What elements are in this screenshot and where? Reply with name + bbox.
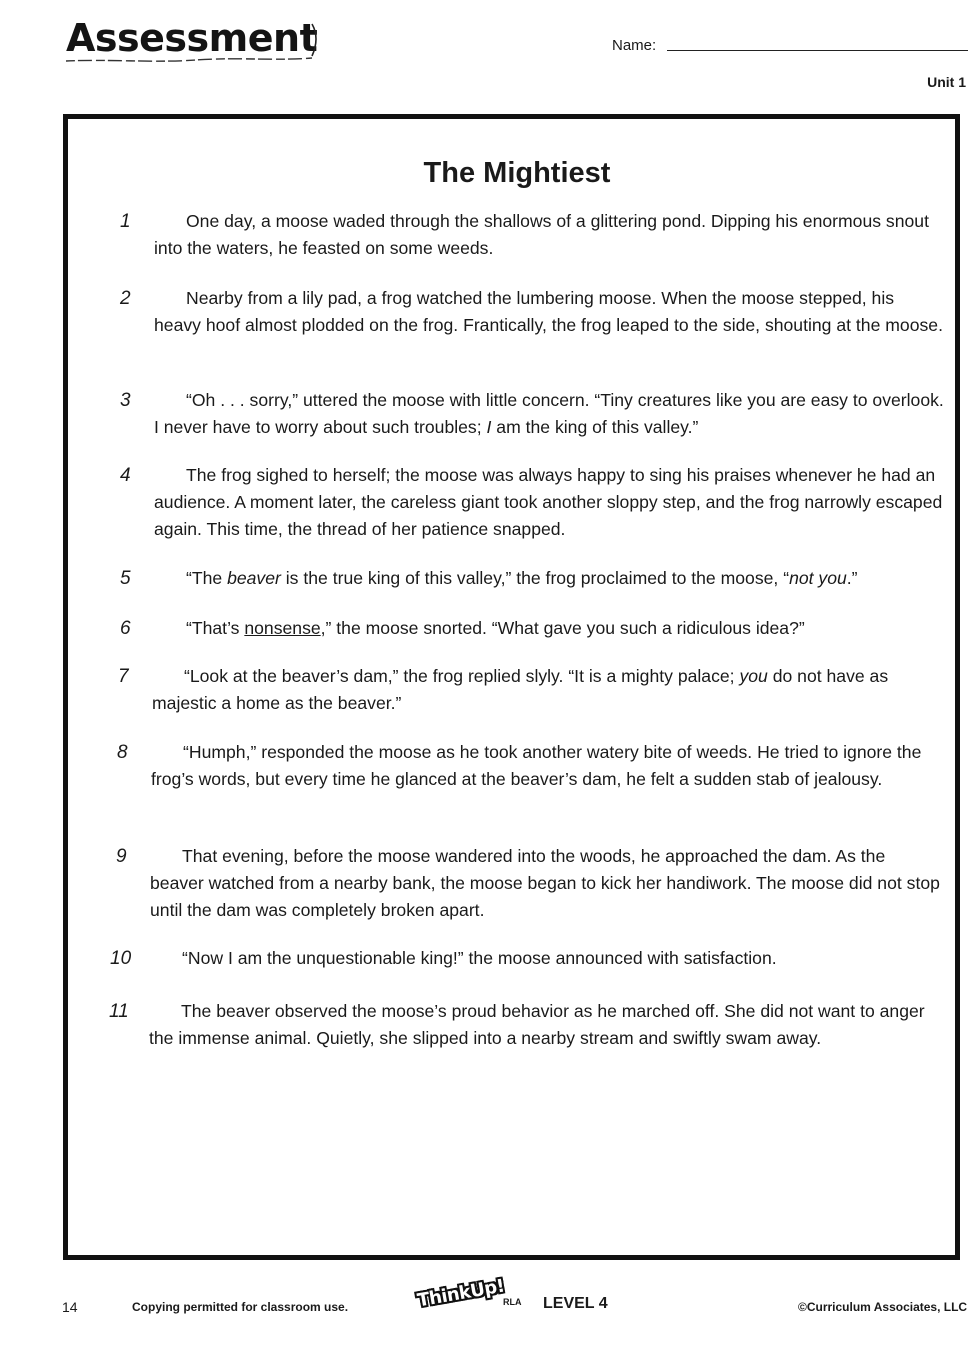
paragraph-text <box>154 285 944 339</box>
paragraph-text <box>154 387 944 441</box>
copyright-notice: ©Curriculum Associates, LLC <box>798 1300 968 1314</box>
thinkup-logo <box>415 1275 522 1318</box>
paragraph-number: 1 <box>120 211 131 232</box>
paragraph-number: 8 <box>117 742 128 763</box>
text-run: “The <box>186 568 228 588</box>
story-title: The Mightiest <box>423 157 611 189</box>
assessment-underline-decoration <box>66 14 320 66</box>
paragraph-number: 3 <box>120 390 131 411</box>
vocabulary-word: nonsense <box>244 618 321 638</box>
paragraph-number: 9 <box>116 846 127 867</box>
paragraph-text <box>150 843 940 924</box>
paragraph-number: 6 <box>120 618 131 639</box>
text-run: not you <box>789 568 847 588</box>
text-run: “Oh . . . sorry,” uttered the moose with little concern. “Tiny creatures like you are easy to overlook. I never have to worry about such troubles; <box>154 390 944 437</box>
text-run: beaver <box>227 568 281 588</box>
logo-subtitle: RLA <box>503 1297 522 1307</box>
text-run: am the king of this valley.” <box>491 417 699 437</box>
paragraph-text <box>154 208 944 262</box>
text-run: One day, a moose waded through the shallows of a glittering pond. Dipping his enormous snout into the waters, he feasted on some weeds. <box>154 211 929 258</box>
name-write-line[interactable] <box>667 50 968 51</box>
text-run: do not have as majestic a home as the beaver.” <box>152 666 889 713</box>
paragraph-text <box>152 663 942 717</box>
text-run: “Now I am the unquestionable king!” the moose announced with satisfaction. <box>182 948 777 968</box>
paragraph-number: 7 <box>118 666 129 687</box>
name-label: Name: <box>612 37 657 54</box>
paragraph-text <box>149 998 939 1052</box>
paragraph-text <box>150 945 940 972</box>
paragraph-number: 4 <box>120 465 131 486</box>
paragraph-text <box>154 615 944 642</box>
unit-label: Unit 1 <box>927 74 966 90</box>
text-run: .” <box>846 568 858 588</box>
assessment-title: Assessment <box>66 16 318 60</box>
copy-permission-note: Copying permitted for classroom use. <box>132 1300 349 1314</box>
logo-wordmark: ThinkUp! <box>415 1275 506 1312</box>
level-label: LEVEL 4 <box>543 1295 608 1312</box>
text-run: That evening, before the moose wandered into the woods, he approached the dam. As the beaver watched from a nearby bank, the moose began to kick her handiwork. The moose did not stop until the dam was completely broken apart. <box>150 846 940 920</box>
paragraph-text <box>154 462 944 543</box>
paragraph-number: 11 <box>109 1001 129 1022</box>
page-number: 14 <box>62 1299 78 1315</box>
text-run: “Look at the beaver’s dam,” the frog replied slyly. “It is a mighty palace; <box>184 666 740 686</box>
text-run: “Humph,” responded the moose as he took another watery bite of weeds. He tried to ignore the frog’s words, but every time he glanced at the beaver’s dam, he felt a sudden stab of jealousy. <box>151 742 922 789</box>
text-run: The beaver observed the moose’s proud behavior as he marched off. She did not want to anger the immense animal. Quietly, she slipped into a nearby stream and swiftly swam away. <box>149 1001 925 1048</box>
text-run: ,” the moose snorted. “What gave you such a ridiculous idea?” <box>320 618 805 638</box>
text-run: is the true king of this valley,” the frog proclaimed to the moose, “ <box>280 568 790 588</box>
paragraph-text <box>154 565 944 592</box>
text-run: you <box>739 666 768 686</box>
paragraph-text <box>151 739 941 793</box>
paragraph-number: 5 <box>120 568 131 589</box>
text-run: The frog sighed to herself; the moose was always happy to sing his praises whenever he had an audience. A moment later, the careless giant took another sloppy step, and the frog narrowly escaped again. This time, the thread of her patience snapped. <box>154 465 943 539</box>
assessment-header <box>66 14 320 66</box>
paragraph-number: 2 <box>120 288 131 309</box>
paragraph-number: 10 <box>110 948 132 969</box>
text-run: “That’s <box>186 618 245 638</box>
text-run: I <box>486 417 492 437</box>
name-field[interactable] <box>612 36 968 60</box>
text-run: Nearby from a lily pad, a frog watched the lumbering moose. When the moose stepped, his heavy hoof almost plodded on the frog. Frantically, the frog leaped to the side, shouting at the moose. <box>154 288 943 335</box>
